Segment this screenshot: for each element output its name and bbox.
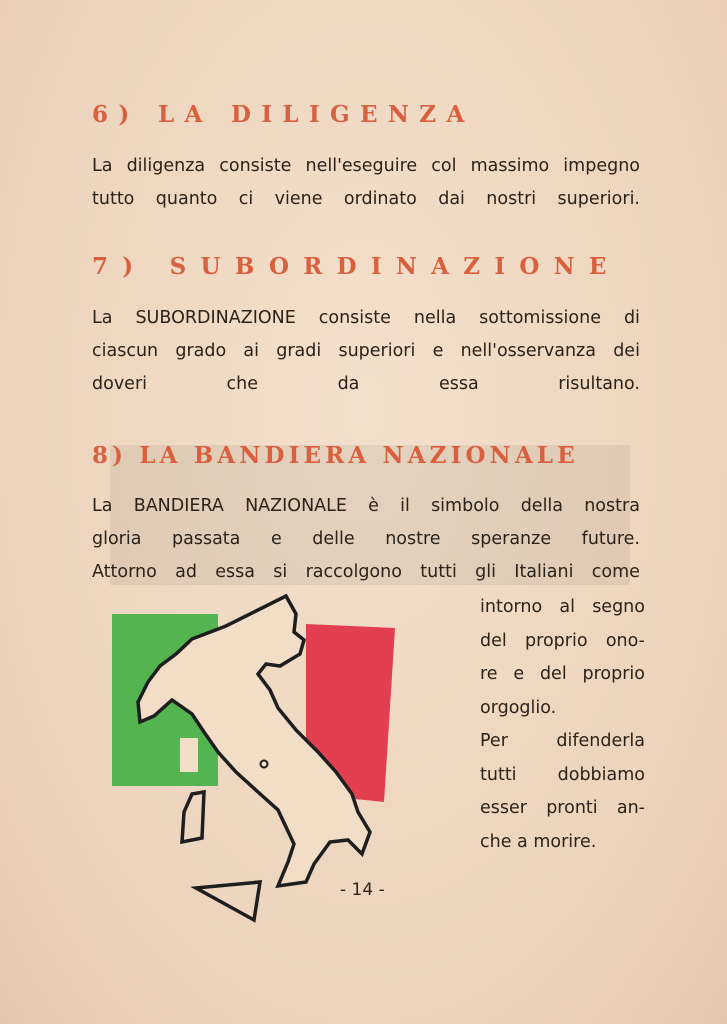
text-line: Attorno ad essa si raccolgono tutti gli Italiani come: [92, 562, 640, 582]
text-line: che a morire.: [480, 831, 597, 852]
text-line: La BANDIERA NAZIONALE è il simbolo della nostra: [92, 496, 640, 516]
text-line: del proprio ono-: [480, 630, 645, 651]
section-6-heading: 6) LA DILIGENZA: [92, 101, 475, 128]
section-8-heading: 8) LA BANDIERA NAZIONALE: [92, 442, 579, 469]
italy-map-flag-icon: [108, 592, 408, 927]
text-line: La diligenza consiste nell'eseguire col massimo impegno: [92, 156, 640, 176]
text-line: gloria passata e delle nostre speranze future.: [92, 529, 640, 549]
text-line: re e del proprio: [480, 664, 645, 684]
sardinia-outline-icon: [182, 792, 204, 842]
text-line: esser pronti an-: [480, 798, 645, 818]
text-line: tutto quanto ci viene ordinato dai nostri superiori.: [92, 189, 640, 209]
text-line: orgoglio.: [480, 697, 557, 718]
section-7-heading: 7) SUBORDINAZIONE: [92, 253, 621, 280]
text-line: La SUBORDINAZIONE consiste nella sottomissione di: [92, 308, 640, 328]
text-line: doveri che da essa risultano.: [92, 374, 640, 394]
text-line: tutti dobbiamo: [480, 764, 645, 785]
text-line: intorno al segno: [480, 597, 645, 617]
section-8-side-text: [480, 591, 645, 859]
text-line: Per difenderla: [480, 731, 645, 751]
sicily-outline-icon: [196, 882, 260, 920]
section-7-text: [92, 302, 640, 401]
page-number: - 14 -: [340, 880, 385, 900]
flag-white-notch: [180, 738, 198, 772]
text-line: ciascun grado ai gradi superiori e nell'osservanza dei: [92, 341, 640, 361]
section-6-text: [92, 150, 640, 216]
section-8-text: [92, 490, 640, 589]
